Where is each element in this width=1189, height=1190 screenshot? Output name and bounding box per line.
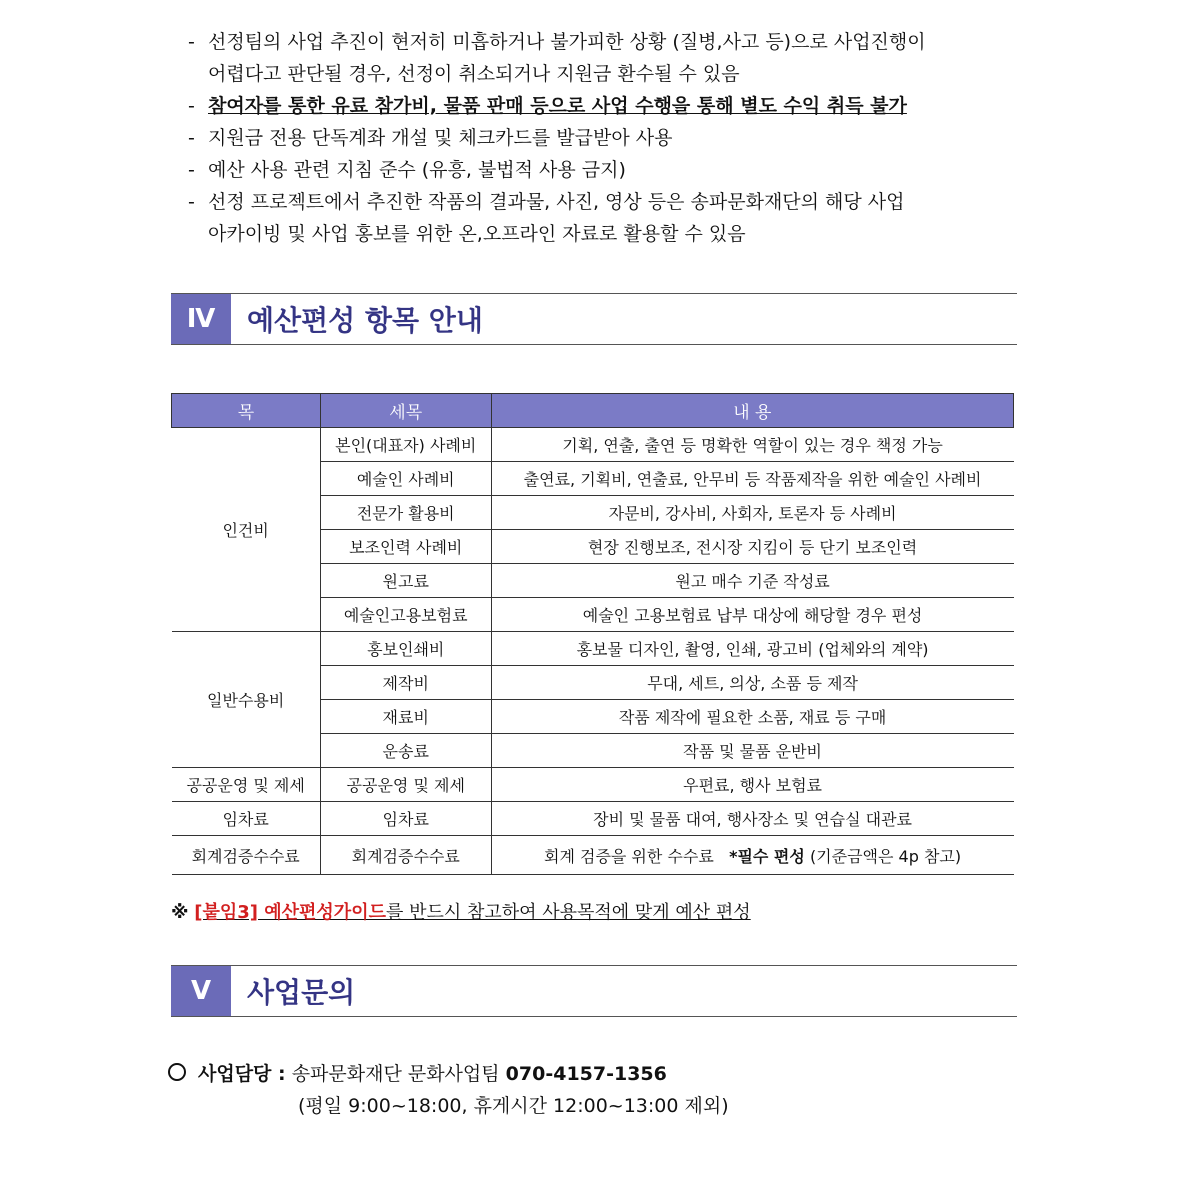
section-header-inquiry bbox=[171, 965, 1017, 1017]
column-header: 세목 bbox=[320, 394, 491, 428]
table-row bbox=[172, 836, 1014, 875]
subcategory-cell: 홍보인쇄비 bbox=[320, 632, 491, 666]
category-cell: 공공운영 및 제세 bbox=[172, 768, 321, 802]
budget-table bbox=[171, 393, 1014, 875]
subcategory-cell: 회계검증수수료 bbox=[320, 836, 491, 875]
bullet-text: 선정 프로젝트에서 추진한 작품의 결과물, 사진, 영상 등은 송파문화재단의 해당 사업 bbox=[208, 191, 905, 213]
subcategory-cell: 공공운영 및 제세 bbox=[320, 768, 491, 802]
note-text: 를 반드시 참고하여 사용목적에 맞게 예산 편성 bbox=[385, 902, 751, 923]
description-cell: 예술인 고용보험료 납부 대상에 해당할 경우 편성 bbox=[491, 598, 1013, 632]
note-mark: ※ bbox=[171, 902, 189, 923]
description-cell: 원고 매수 기준 작성료 bbox=[491, 564, 1013, 598]
table-header-row bbox=[172, 394, 1014, 428]
subcategory-cell: 원고료 bbox=[320, 564, 491, 598]
subcategory-cell: 재료비 bbox=[320, 700, 491, 734]
subcategory-cell: 예술인고용보험료 bbox=[320, 598, 491, 632]
bullet-text: 아카이빙 및 사업 홍보를 위한 온,오프라인 자료로 활용할 수 있음 bbox=[208, 223, 746, 245]
contact-label: 사업담당 : bbox=[198, 1063, 286, 1085]
contact-info bbox=[168, 1058, 729, 1122]
table-row bbox=[172, 802, 1014, 836]
notice-bullets bbox=[188, 26, 1028, 250]
subcategory-cell: 운송료 bbox=[320, 734, 491, 768]
description-cell: 현장 진행보조, 전시장 지킴이 등 단기 보조인력 bbox=[491, 530, 1013, 564]
description-cell: 작품 제작에 필요한 소품, 재료 등 구매 bbox=[491, 700, 1013, 734]
contact-hours: (평일 9:00~18:00, 휴게시간 12:00~13:00 제외) bbox=[298, 1095, 729, 1117]
table-row bbox=[172, 632, 1014, 666]
table-row bbox=[172, 428, 1014, 462]
bullet-item: - 예산 사용 관련 지침 준수 (유흥, 불법적 사용 금지) bbox=[188, 154, 1028, 186]
subcategory-cell: 전문가 활용비 bbox=[320, 496, 491, 530]
contact-org: 송파문화재단 문화사업팀 bbox=[291, 1063, 500, 1085]
section-header-budget bbox=[171, 293, 1017, 345]
category-cell: 임차료 bbox=[172, 802, 321, 836]
description-cell: 출연료, 기획비, 연출료, 안무비 등 작품제작을 위한 예술인 사례비 bbox=[491, 462, 1013, 496]
section-number: Ⅳ bbox=[171, 294, 231, 344]
subcategory-cell: 본인(대표자) 사례비 bbox=[320, 428, 491, 462]
category-cell: 회계검증수수료 bbox=[172, 836, 321, 875]
description-cell: 작품 및 물품 운반비 bbox=[491, 734, 1013, 768]
subcategory-cell: 임차료 bbox=[320, 802, 491, 836]
description-cell: 장비 및 물품 대여, 행사장소 및 연습실 대관료 bbox=[491, 802, 1013, 836]
category-cell: 인건비 bbox=[172, 428, 321, 632]
description-cell: 무대, 세트, 의상, 소품 등 제작 bbox=[491, 666, 1013, 700]
reference-note bbox=[171, 898, 751, 924]
column-header: 내 용 bbox=[491, 394, 1013, 428]
bullet-item: - 지원금 전용 단독계좌 개설 및 체크카드를 발급받아 사용 bbox=[188, 122, 1028, 154]
subcategory-cell: 보조인력 사례비 bbox=[320, 530, 491, 564]
circle-bullet-icon bbox=[168, 1063, 186, 1081]
bullet-text: 예산 사용 관련 지침 준수 (유흥, 불법적 사용 금지) bbox=[208, 159, 626, 181]
column-header: 목 bbox=[172, 394, 321, 428]
note-reference: [붙임3] 예산편성가이드 bbox=[194, 902, 386, 923]
description-cell: 회계 검증을 위한 수수료 *필수 편성 (기준금액은 4p 참고) bbox=[491, 836, 1013, 875]
section-title: 예산편성 항목 안내 bbox=[247, 304, 483, 337]
bullet-item: - 선정 프로젝트에서 추진한 작품의 결과물, 사진, 영상 등은 송파문화재단의 해당 사업 아카이빙 및 사업 홍보를 위한 온,오프라인 자료로 활용할 수 있음 bbox=[188, 186, 1028, 250]
description-cell: 기획, 연출, 출연 등 명확한 역할이 있는 경우 책정 가능 bbox=[491, 428, 1013, 462]
bullet-text: 어렵다고 판단될 경우, 선정이 취소되거나 지원금 환수될 수 있음 bbox=[208, 63, 740, 85]
bullet-item: - 선정팀의 사업 추진이 현저히 미흡하거나 불가피한 상황 (질병,사고 등)으로 사업진행이 어렵다고 판단될 경우, 선정이 취소되거나 지원금 환수될 수 있음 bbox=[188, 26, 1028, 90]
bullet-text: 선정팀의 사업 추진이 현저히 미흡하거나 불가피한 상황 (질병,사고 등)으로 사업진행이 bbox=[208, 31, 926, 53]
bullet-item: - 참여자를 통한 유료 참가비, 물품 판매 등으로 사업 수행을 통해 별도 수익 취득 불가 bbox=[188, 90, 1028, 122]
description-cell: 자문비, 강사비, 사회자, 토론자 등 사례비 bbox=[491, 496, 1013, 530]
bullet-text-emphasis: 참여자를 통한 유료 참가비, 물품 판매 등으로 사업 수행을 통해 별도 수익 취득 불가 bbox=[208, 95, 907, 117]
category-cell: 일반수용비 bbox=[172, 632, 321, 768]
required-note: *필수 편성 bbox=[729, 846, 805, 866]
bullet-text: 지원금 전용 단독계좌 개설 및 체크카드를 발급받아 사용 bbox=[208, 127, 673, 149]
table-row bbox=[172, 768, 1014, 802]
section-title: 사업문의 bbox=[247, 976, 356, 1009]
description-cell: 우편료, 행사 보험료 bbox=[491, 768, 1013, 802]
subcategory-cell: 제작비 bbox=[320, 666, 491, 700]
subcategory-cell: 예술인 사례비 bbox=[320, 462, 491, 496]
description-cell: 홍보물 디자인, 촬영, 인쇄, 광고비 (업체와의 계약) bbox=[491, 632, 1013, 666]
contact-phone: 070-4157-1356 bbox=[505, 1063, 667, 1085]
section-number: Ⅴ bbox=[171, 966, 231, 1016]
